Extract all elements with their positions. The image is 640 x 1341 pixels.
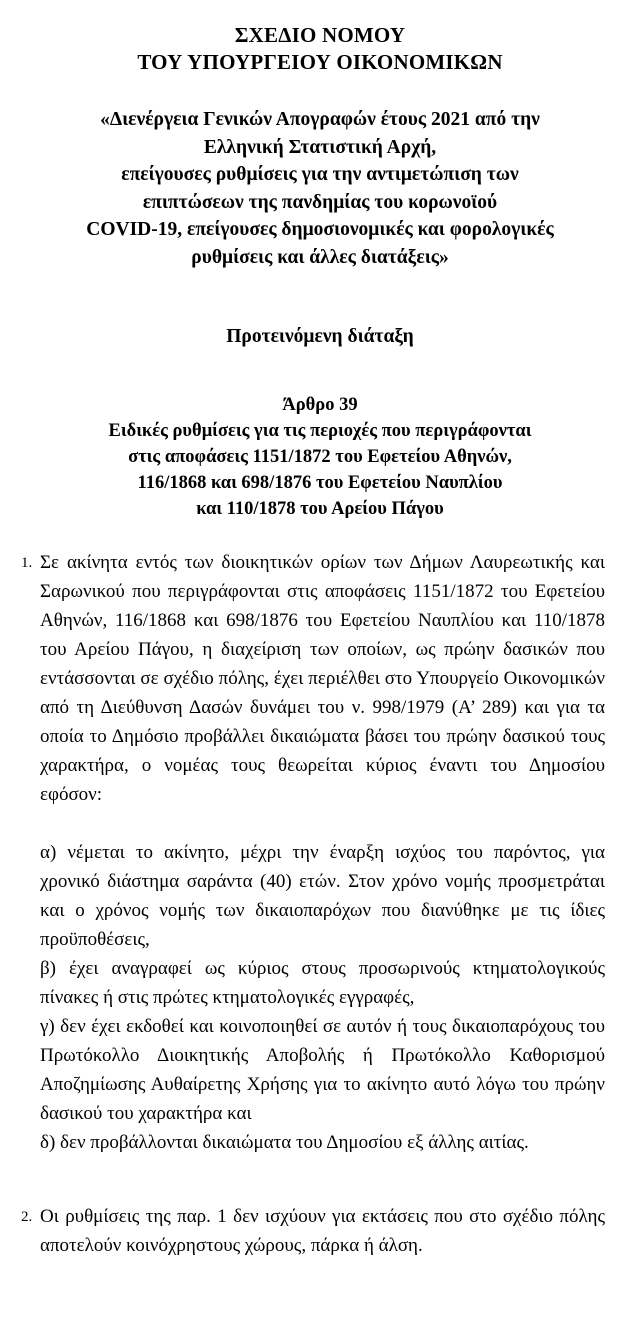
paragraph-1-marker: 1. <box>21 555 33 571</box>
paragraph-1 <box>0 548 640 1157</box>
article-title-line-4: και 110/1878 του Αρείου Πάγου <box>196 499 444 519</box>
document-title-line-2: ΤΟΥ ΥΠΟΥΡΓΕΙΟΥ ΟΙΚΟΝΟΜΙΚΩΝ <box>137 50 503 74</box>
article-number: Άρθρο 39 <box>282 395 358 415</box>
paragraph-1-text: Σε ακίνητα εντός των διοικητικών ορίων των Δήμων Λαυρεωτικής και Σαρωνικού που περιγράφονται στις αποφάσεις 1151/1872 του Εφετείου Αθηνών, 116/1868 και 698/1876 του Εφετείου Ναυπλίου και 110/1878 του Αρείου Πάγου, η διαχείριση των οποίων, ως πρώην δασικών που εντάσσονται σε σχέδιο πόλης, έχει περιέλθει στο Υπουργείο Οικονομικών από τη Διεύθυνση Δασών δυνάμει του ν. 998/1979 (Α’ 289) και για τα οποία το Δημόσιο προβάλλει δικαιώματα βάσει του πρώην δασικού τους χαρακτήρα, ο νομέας τους θεωρείται κύριος έναντι του Δημοσίου εφόσον: <box>40 552 605 805</box>
bill-title-line-5: COVID-19, επείγουσες δημοσιονομικές και φορολογικές <box>86 219 554 240</box>
bill-title-line-3: επείγουσες ρυθμίσεις για την αντιμετώπιση των <box>121 164 519 185</box>
provision-heading: Προτεινόμενη διάταξη <box>226 326 414 347</box>
sub-item-c: γ) δεν έχει εκδοθεί και κοινοποιηθεί σε αυτόν ή τους δικαιοπαρόχους του Πρωτόκολλο Διοικητικής Αποβολής ή Πρωτόκολλο Καθορισμού Αποζημίωσης Αυθαίρετης Χρήσης για το ακίνητο αυτό λόγω του πρώην δασικού του χαρακτήρα και <box>40 1016 605 1124</box>
bill-title-line-6: ρυθμίσεις και άλλες διατάξεις» <box>191 246 449 268</box>
sub-item-a: α) νέμεται το ακίνητο, μέχρι την έναρξη ισχύος του παρόντος, για χρονικό διάστημα σαράντα (40) ετών. Στον χρόνο νομής προσμετράται και ο χρόνος νομής των δικαιοπαρόχων που διανύθηκε με τις ίδιες προϋποθέσεις, <box>40 842 605 950</box>
document-title <box>0 0 640 76</box>
sub-item-b: β) έχει αναγραφεί ως κύριος στους προσωρινούς κτηματολογικούς πίνακες ή στις πρώτες κτηματολογικές εγγραφές, <box>40 958 605 1008</box>
bill-title-line-1: «Διενέργεια Γενικών Απογραφών έτους 2021 από την <box>100 109 540 130</box>
article-title-line-1: Ειδικές ρυθμίσεις για τις περιοχές που περιγράφονται <box>108 421 532 441</box>
sub-item-d: δ) δεν προβάλλονται δικαιώματα του Δημοσίου εξ άλλης αιτίας. <box>40 1132 529 1153</box>
article-title-line-3: 116/1868 και 698/1876 του Εφετείου Ναυπλίου <box>137 473 503 493</box>
paragraph-1-sub-list <box>40 838 605 1157</box>
bill-title-line-2: Ελληνική Στατιστική Αρχή, <box>203 136 437 158</box>
paragraph-2-marker: 2. <box>21 1209 33 1225</box>
bill-title-line-4: επιπτώσεων της πανδημίας του κορωνοϊού <box>142 191 498 213</box>
article-heading <box>0 350 640 522</box>
article-title-line-2: στις αποφάσεις 1151/1872 του Εφετείου Αθηνών, <box>128 447 512 467</box>
document-title-line-1: ΣΧΕΔΙΟ ΝΟΜΟΥ <box>234 23 406 47</box>
bill-title <box>0 76 640 271</box>
article-body <box>0 522 640 1260</box>
paragraph-2 <box>0 1202 640 1260</box>
paragraph-2-text: Οι ρυθμίσεις της παρ. 1 δεν ισχύουν για εκτάσεις που στο σχέδιο πόλης αποτελούν κοινόχρηστους χώρους, πάρκα ή άλση. <box>40 1206 605 1256</box>
